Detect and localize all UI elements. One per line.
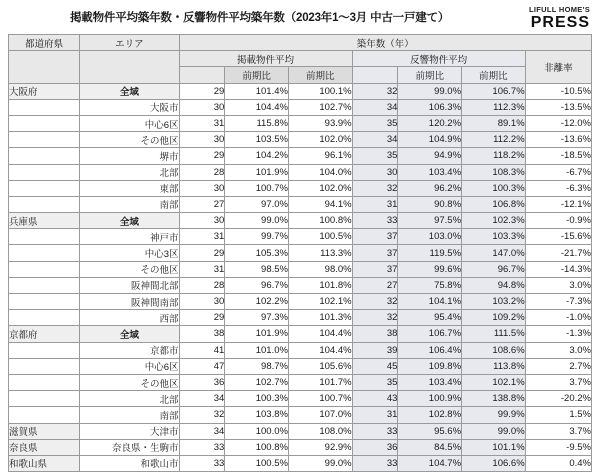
col-response-yoy: 前期比 [398,67,462,83]
cell-area: 阪神間北部 [80,277,179,293]
brand-logo [529,6,592,31]
cell-response-qoq: 112.2% [462,132,526,148]
cell-posted-value: 28 [179,164,225,180]
cell-posted-value: 29 [179,245,225,261]
cell-response-qoq: 102.3% [462,213,526,229]
cell-posted-value: 38 [179,326,225,342]
cell-response-yoy: 103.4% [398,164,462,180]
table-row [9,180,592,196]
cell-posted-qoq: 101.3% [288,310,352,326]
cell-posted-value: 31 [179,229,225,245]
cell-posted-yoy: 101.4% [225,83,289,99]
cell-posted-value: 33 [179,439,225,455]
cell-response-value: 37 [352,245,398,261]
cell-response-rate: -6.7% [525,164,591,180]
cell-response-rate: -0.9% [525,213,591,229]
cell-response-value: 31 [352,196,398,212]
cell-area: 全域 [80,83,179,99]
cell-posted-value: 47 [179,358,225,374]
cell-posted-yoy: 104.4% [225,99,289,115]
cell-posted-yoy: 105.3% [225,245,289,261]
cell-posted-qoq: 108.0% [288,423,352,439]
cell-response-value: 32 [352,83,398,99]
table-row [9,277,592,293]
cell-response-rate: -18.5% [525,148,591,164]
cell-prefecture: 滋賀県 [9,423,80,439]
cell-response-yoy: 106.3% [398,99,462,115]
cell-posted-qoq: 101.8% [288,277,352,293]
cell-posted-yoy: 100.8% [225,439,289,455]
cell-area: 西部 [80,310,179,326]
cell-response-value: 36 [352,439,398,455]
col-response-qoq: 前期比 [462,67,526,83]
cell-response-rate: -6.3% [525,180,591,196]
cell-response-yoy: 103.4% [398,374,462,390]
cell-response-qoq: 101.1% [462,439,526,455]
table-row [9,164,592,180]
cell-response-yoy: 109.8% [398,358,462,374]
cell-posted-qoq: 104.4% [288,342,352,358]
cell-posted-qoq: 102.1% [288,294,352,310]
cell-prefecture [9,99,80,115]
cell-posted-qoq: 93.9% [288,115,352,131]
cell-response-rate: -7.3% [525,294,591,310]
table-row [9,391,592,407]
cell-area: 全域 [80,326,179,342]
cell-response-value: 43 [352,391,398,407]
cell-response-qoq: 94.8% [462,277,526,293]
cell-response-yoy: 104.1% [398,294,462,310]
cell-response-yoy: 95.6% [398,423,462,439]
table-row [9,196,592,212]
cell-response-rate: -14.3% [525,261,591,277]
cell-area: 堺市 [80,148,179,164]
cell-response-yoy: 99.6% [398,261,462,277]
cell-response-value: 37 [352,229,398,245]
cell-posted-qoq: 113.3% [288,245,352,261]
cell-posted-qoq: 101.7% [288,374,352,390]
table-header-row-1 [9,35,592,51]
cell-posted-yoy: 102.2% [225,294,289,310]
table-row [9,407,592,423]
table-row [9,213,592,229]
cell-posted-value: 32 [179,407,225,423]
cell-response-yoy: 75.8% [398,277,462,293]
cell-posted-yoy: 104.2% [225,148,289,164]
cell-prefecture [9,148,80,164]
cell-area: 京都市 [80,342,179,358]
cell-response-yoy: 104.9% [398,132,462,148]
cell-posted-qoq: 102.7% [288,99,352,115]
cell-response-value: 33 [352,455,398,471]
col-prefecture: 都道府県 [9,35,80,51]
col-area: エリア [80,35,179,51]
cell-response-value: 30 [352,164,398,180]
cell-response-qoq: 113.8% [462,358,526,374]
table-header-row-2 [9,51,592,67]
cell-posted-qoq: 100.7% [288,391,352,407]
cell-area: 大津市 [80,423,179,439]
col-group-years: 築年数（年） [179,35,591,51]
cell-area: その他区 [80,374,179,390]
table-row [9,294,592,310]
col-response-rate: 非離率 [525,51,591,83]
cell-prefecture [9,196,80,212]
cell-posted-value: 29 [179,310,225,326]
cell-response-yoy: 94.9% [398,148,462,164]
table-row [9,245,592,261]
cell-area: 全域 [80,213,179,229]
cell-response-qoq: 106.6% [462,455,526,471]
cell-posted-qoq: 107.0% [288,407,352,423]
cell-prefecture [9,229,80,245]
col-group-posted-avg: 掲載物件平均 [179,51,352,67]
cell-area: その他区 [80,132,179,148]
cell-posted-value: 33 [179,455,225,471]
cell-prefecture [9,407,80,423]
cell-response-qoq: 118.2% [462,148,526,164]
cell-posted-value: 30 [179,294,225,310]
cell-area: 和歌山市 [80,455,179,471]
cell-prefecture: 京都府 [9,326,80,342]
cell-prefecture: 兵庫県 [9,213,80,229]
table-row [9,455,592,471]
cell-prefecture [9,374,80,390]
table-row [9,439,592,455]
table-row [9,423,592,439]
cell-prefecture [9,358,80,374]
table-row [9,310,592,326]
cell-area: 南部 [80,196,179,212]
table-row [9,374,592,390]
cell-response-qoq: 108.6% [462,342,526,358]
cell-posted-yoy: 103.5% [225,132,289,148]
cell-posted-yoy: 98.7% [225,358,289,374]
cell-response-qoq: 100.3% [462,180,526,196]
cell-area: 北部 [80,164,179,180]
cell-response-value: 33 [352,213,398,229]
cell-response-qoq: 106.7% [462,83,526,99]
cell-area: 大阪市 [80,99,179,115]
cell-response-qoq: 103.2% [462,294,526,310]
cell-posted-value: 31 [179,261,225,277]
cell-area: 中心6区 [80,115,179,131]
cell-posted-value: 31 [179,115,225,131]
table-row [9,229,592,245]
cell-prefecture: 大阪府 [9,83,80,99]
col-area-spacer [80,51,179,83]
cell-area: 奈良県・生駒市 [80,439,179,455]
cell-response-rate: -12.0% [525,115,591,131]
col-prefecture-spacer [9,51,80,83]
cell-response-qoq: 106.8% [462,196,526,212]
cell-posted-value: 30 [179,180,225,196]
cell-response-qoq: 103.3% [462,229,526,245]
cell-response-qoq: 138.8% [462,391,526,407]
cell-response-yoy: 106.7% [398,326,462,342]
cell-posted-yoy: 115.8% [225,115,289,131]
cell-prefecture [9,310,80,326]
cell-prefecture [9,115,80,131]
cell-response-rate: -20.2% [525,391,591,407]
cell-response-value: 33 [352,423,398,439]
cell-response-qoq: 111.5% [462,326,526,342]
cell-posted-value: 30 [179,99,225,115]
table-row [9,83,592,99]
cell-posted-yoy: 100.3% [225,391,289,407]
col-group-response-avg: 反響物件平均 [352,51,525,67]
cell-response-yoy: 100.9% [398,391,462,407]
cell-response-rate: -13.5% [525,99,591,115]
cell-posted-qoq: 99.0% [288,455,352,471]
cell-response-rate: 2.7% [525,358,591,374]
table-row [9,326,592,342]
cell-posted-value: 30 [179,213,225,229]
col-posted-yoy: 前期比 [225,67,289,83]
cell-posted-yoy: 99.0% [225,213,289,229]
cell-response-value: 45 [352,358,398,374]
cell-posted-yoy: 100.5% [225,455,289,471]
table-row [9,261,592,277]
cell-response-qoq: 112.3% [462,99,526,115]
cell-response-rate: 3.7% [525,423,591,439]
col-posted-qoq: 前期比 [288,67,352,83]
cell-posted-yoy: 103.8% [225,407,289,423]
table-row [9,99,592,115]
cell-response-yoy: 103.0% [398,229,462,245]
cell-posted-qoq: 100.1% [288,83,352,99]
cell-response-value: 34 [352,132,398,148]
cell-posted-yoy: 98.5% [225,261,289,277]
cell-prefecture [9,342,80,358]
cell-response-qoq: 108.3% [462,164,526,180]
cell-posted-value: 36 [179,374,225,390]
col-response-value [352,67,398,83]
cell-prefecture [9,261,80,277]
brand-press: PRESS [530,13,590,31]
cell-posted-qoq: 102.0% [288,180,352,196]
cell-response-value: 35 [352,115,398,131]
cell-response-qoq: 147.0% [462,245,526,261]
cell-response-value: 32 [352,180,398,196]
table-body [9,83,592,472]
cell-posted-value: 30 [179,132,225,148]
cell-response-yoy: 99.0% [398,83,462,99]
cell-prefecture [9,245,80,261]
cell-area: 阪神間南部 [80,294,179,310]
cell-posted-qoq: 104.4% [288,326,352,342]
cell-posted-qoq: 92.9% [288,439,352,455]
cell-response-yoy: 120.2% [398,115,462,131]
cell-posted-yoy: 102.7% [225,374,289,390]
table-row [9,148,592,164]
cell-response-yoy: 119.5% [398,245,462,261]
table-row [9,132,592,148]
cell-response-rate: 1.5% [525,407,591,423]
cell-posted-qoq: 102.0% [288,132,352,148]
cell-posted-yoy: 101.9% [225,326,289,342]
table-row [9,115,592,131]
cell-posted-yoy: 100.0% [225,423,289,439]
cell-response-value: 32 [352,294,398,310]
cell-response-yoy: 95.4% [398,310,462,326]
cell-response-value: 35 [352,374,398,390]
cell-response-rate: 0.4% [525,455,591,471]
cell-response-yoy: 97.5% [398,213,462,229]
cell-response-rate: -1.0% [525,310,591,326]
cell-prefecture [9,180,80,196]
cell-posted-qoq: 104.0% [288,164,352,180]
cell-prefecture [9,391,80,407]
cell-response-yoy: 106.4% [398,342,462,358]
cell-response-qoq: 96.7% [462,261,526,277]
cell-posted-yoy: 100.7% [225,180,289,196]
cell-posted-qoq: 100.8% [288,213,352,229]
cell-posted-value: 27 [179,196,225,212]
cell-prefecture [9,277,80,293]
cell-response-value: 27 [352,277,398,293]
cell-area: 南部 [80,407,179,423]
page-title: 掲載物件平均築年数・反響物件平均築年数（2023年1〜3月 中古一戸建て） [70,12,450,24]
cell-area: 北部 [80,391,179,407]
cell-posted-qoq: 98.0% [288,261,352,277]
cell-response-value: 32 [352,310,398,326]
cell-area: 東部 [80,180,179,196]
cell-prefecture [9,132,80,148]
cell-area: その他区 [80,261,179,277]
table-row [9,342,592,358]
cell-response-rate: -21.7% [525,245,591,261]
cell-prefecture: 和歌山県 [9,455,80,471]
cell-posted-yoy: 96.7% [225,277,289,293]
cell-posted-value: 29 [179,148,225,164]
cell-posted-yoy: 101.0% [225,342,289,358]
cell-posted-value: 41 [179,342,225,358]
cell-posted-qoq: 105.6% [288,358,352,374]
cell-response-qoq: 109.2% [462,310,526,326]
cell-posted-qoq: 100.5% [288,229,352,245]
cell-response-rate: 3.0% [525,342,591,358]
cell-response-rate: -9.5% [525,439,591,455]
cell-posted-yoy: 97.3% [225,310,289,326]
cell-posted-value: 28 [179,277,225,293]
cell-response-value: 37 [352,261,398,277]
cell-response-yoy: 102.8% [398,407,462,423]
cell-response-value: 34 [352,99,398,115]
cell-response-qoq: 99.9% [462,407,526,423]
cell-response-yoy: 90.8% [398,196,462,212]
cell-response-rate: -1.3% [525,326,591,342]
cell-response-yoy: 104.7% [398,455,462,471]
cell-prefecture [9,164,80,180]
cell-response-value: 38 [352,326,398,342]
cell-response-value: 31 [352,407,398,423]
cell-response-value: 35 [352,148,398,164]
cell-response-qoq: 99.0% [462,423,526,439]
cell-response-rate: -15.6% [525,229,591,245]
page-header [8,6,592,32]
cell-posted-yoy: 101.9% [225,164,289,180]
data-table [8,34,592,472]
cell-area: 神戸市 [80,229,179,245]
cell-posted-value: 34 [179,423,225,439]
cell-posted-yoy: 99.7% [225,229,289,245]
cell-response-rate: -10.5% [525,83,591,99]
table-row [9,358,592,374]
cell-response-rate: -13.6% [525,132,591,148]
cell-posted-qoq: 96.1% [288,148,352,164]
cell-response-yoy: 96.2% [398,180,462,196]
cell-response-yoy: 84.5% [398,439,462,455]
cell-response-value: 39 [352,342,398,358]
cell-response-rate: 3.0% [525,277,591,293]
cell-response-rate: -12.1% [525,196,591,212]
cell-response-qoq: 89.1% [462,115,526,131]
cell-posted-value: 34 [179,391,225,407]
cell-posted-qoq: 94.1% [288,196,352,212]
cell-response-rate: 3.7% [525,374,591,390]
brand-name: LIFULL HOME'S [529,5,590,14]
cell-area: 中心3区 [80,245,179,261]
cell-response-qoq: 102.1% [462,374,526,390]
cell-posted-value: 29 [179,83,225,99]
cell-prefecture [9,294,80,310]
cell-posted-yoy: 97.0% [225,196,289,212]
cell-area: 中心6区 [80,358,179,374]
col-posted-value [179,67,225,83]
cell-prefecture: 奈良県 [9,439,80,455]
